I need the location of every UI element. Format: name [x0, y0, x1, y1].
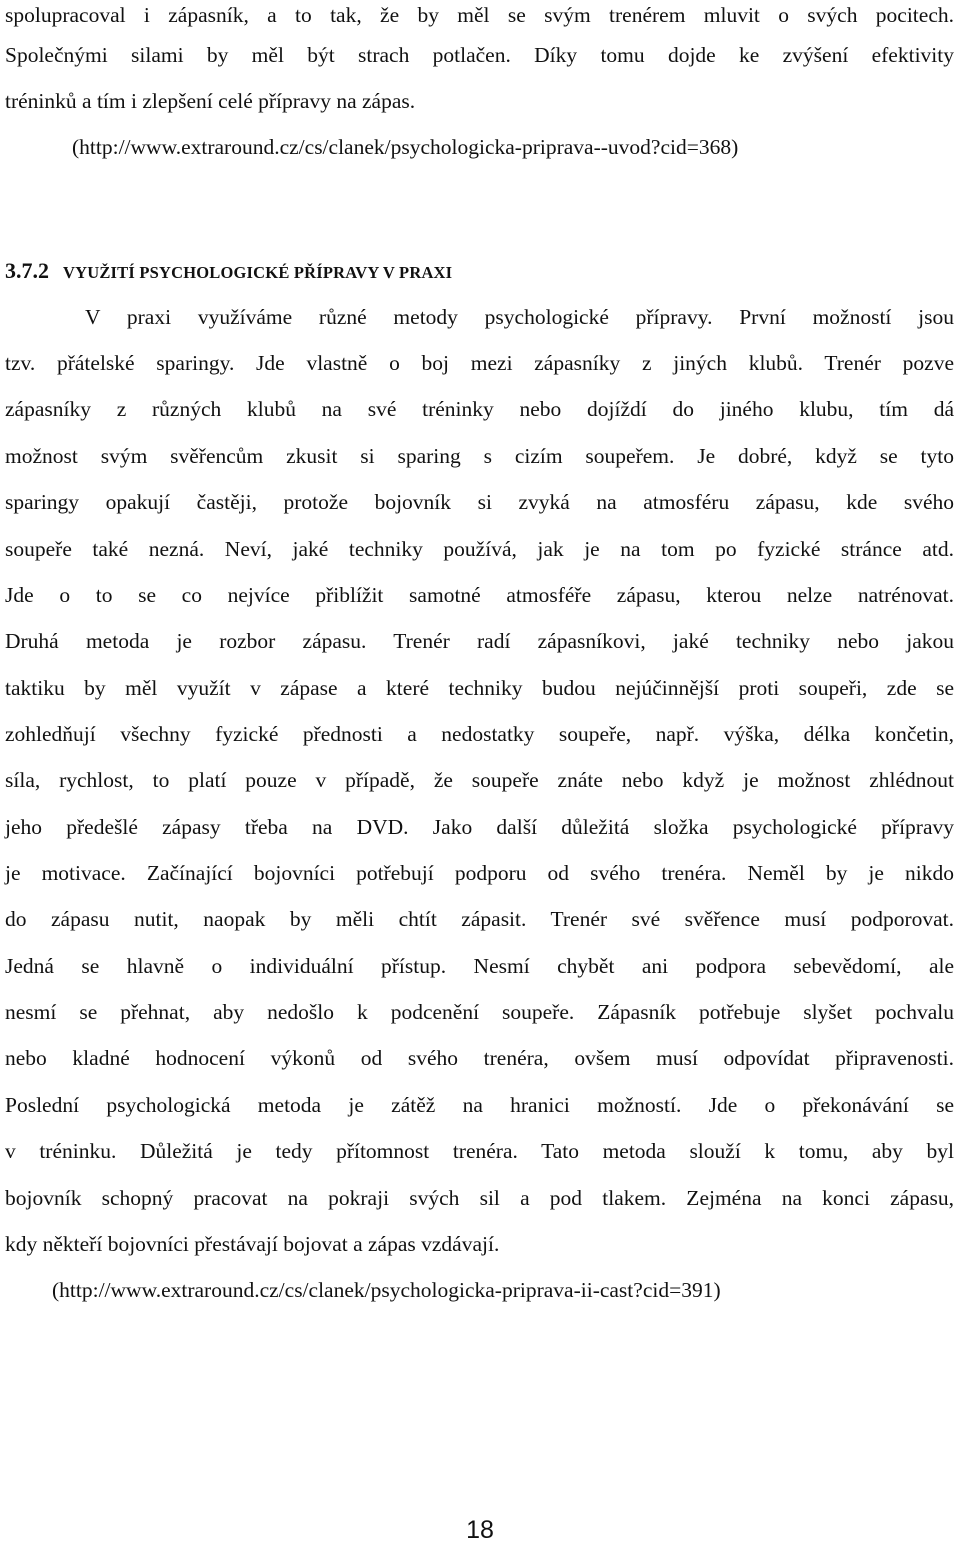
paragraph-line: Druhá metoda je rozbor zápasu. Trenér radí zápasníkovi, jaké techniky nebo jakou: [5, 629, 954, 653]
paragraph-line: nebo kladné hodnocení výkonů od svého trenéra, ovšem musí odpovídat připravenosti.: [5, 1046, 954, 1070]
paragraph-line: spolupracoval i zápasník, a to tak, že by měl se svým trenérem mluvit o svých pocitech.: [5, 3, 954, 27]
paragraph-line: zohledňují všechny fyzické přednosti a nedostatky soupeře, např. výška, délka končetin,: [5, 722, 954, 746]
paragraph-line: nesmí se přehnat, aby nedošlo k podcenění soupeře. Zápasník potřebuje slyšet pochvalu: [5, 1000, 954, 1024]
paragraph-line: do zápasu nutit, naopak by měli chtít zápasit. Trenér své svěřence musí podporovat.: [5, 907, 954, 931]
paragraph-line: Společnými silami by měl být strach potlačen. Díky tomu dojde ke zvýšení efektivity: [5, 43, 954, 67]
paragraph-line: jeho předešlé zápasy třeba na DVD. Jako další důležitá složka psychologické přípravy: [5, 815, 954, 839]
paragraph-line: bojovník schopný pracovat na pokraji svých sil a pod tlakem. Zejména na konci zápasu,: [5, 1186, 954, 1210]
paragraph-line: V praxi využíváme různé metody psychologické přípravy. První možností jsou: [85, 305, 954, 329]
paragraph-line: v tréninku. Důležitá je tedy přítomnost trenéra. Tato metoda slouží k tomu, aby byl: [5, 1139, 954, 1163]
paragraph-line: je motivace. Začínající bojovníci potřebují podporu od svého trenéra. Neměl by je nikdo: [5, 861, 954, 885]
paragraph-line: kdy někteří bojovníci přestávají bojovat a zápas vzdávají.: [5, 1232, 500, 1256]
paragraph-line: síla, rychlost, to platí pouze v případě, že soupeře znáte nebo když je možnost zhlédnout: [5, 768, 954, 792]
paragraph-line: tréninků a tím i zlepšení celé přípravy na zápas.: [5, 89, 416, 113]
paragraph-line: sparingy opakují častěji, protože bojovník si zvyká na atmosféru zápasu, kde svého: [5, 490, 954, 514]
section-heading: [5, 256, 452, 288]
source-citation: (http://www.extraround.cz/cs/clanek/psychologicka-priprava-ii-cast?cid=391): [52, 1278, 721, 1302]
paragraph-line: taktiku by měl využít v zápase a které techniky budou nejúčinnější proti soupeři, zde se: [5, 676, 954, 700]
section-title: VYUŽITÍ PSYCHOLOGICKÉ PŘÍPRAVY V PRAXI: [63, 263, 453, 282]
paragraph-line: Jde o to se co nejvíce přiblížit samotné atmosféře zápasu, kterou nelze natrénovat.: [5, 583, 954, 607]
paragraph-line: zápasníky z různých klubů na své tréninky nebo dojíždí do jiného klubu, tím dá: [5, 397, 954, 421]
paragraph-line: tzv. přátelské sparingy. Jde vlastně o boj mezi zápasníky z jiných klubů. Trenér pozve: [5, 351, 954, 375]
section-number: 3.7.2: [5, 258, 49, 283]
paragraph-line: Poslední psychologická metoda je zátěž na hranici možností. Jde o překonávání se: [5, 1093, 954, 1117]
paragraph-line: soupeře také nezná. Neví, jaké techniky používá, jak je na tom po fyzické stránce atd.: [5, 537, 954, 561]
paragraph-line: Jedná se hlavně o individuální přístup. Nesmí chybět ani podpora sebevědomí, ale: [5, 954, 954, 978]
paragraph-line: možnost svým svěřencům zkusit si sparing s cizím soupeřem. Je dobré, když se tyto: [5, 444, 954, 468]
source-citation: (http://www.extraround.cz/cs/clanek/psychologicka-priprava--uvod?cid=368): [72, 135, 739, 159]
page-number: 18: [466, 1516, 494, 1544]
